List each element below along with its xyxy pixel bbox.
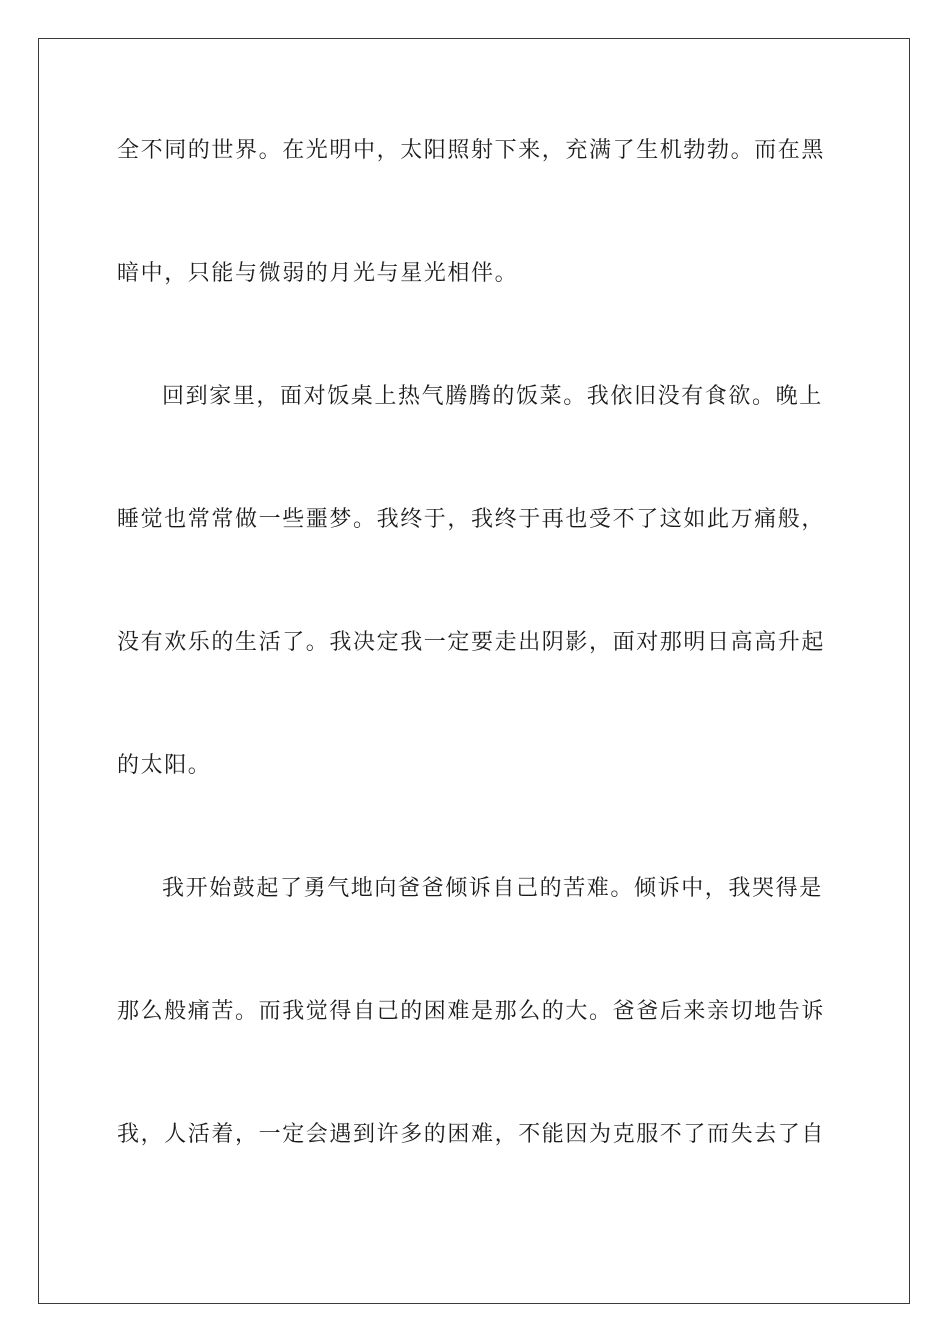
text-line: 我，人活着，一定会遇到许多的困难，不能因为克服不了而失去了自 [117,1122,826,1147]
paragraph-first-line: 回到家里，面对饭桌上热气腾腾的饭菜。我依旧没有食欲。晚上 [162,384,823,409]
paragraph-first-line: 我开始鼓起了勇气地向爸爸倾诉自己的苦难。倾诉中，我哭得是 [162,876,823,901]
text-line: 那么般痛苦。而我觉得自己的困难是那么的大。爸爸后来亲切地告诉 [117,999,826,1024]
text-line: 全不同的世界。在光明中，太阳照射下来，充满了生机勃勃。而在黑 [117,138,826,163]
text-line: 睡觉也常常做一些噩梦。我终于，我终于再也受不了这如此万痛般， [117,507,826,532]
text-line: 的太阳。 [117,753,212,778]
page-border [38,38,910,1304]
text-line: 没有欢乐的生活了。我决定我一定要走出阴影，面对那明日高高升起 [117,630,826,655]
text-line: 暗中，只能与微弱的月光与星光相伴。 [117,261,519,286]
